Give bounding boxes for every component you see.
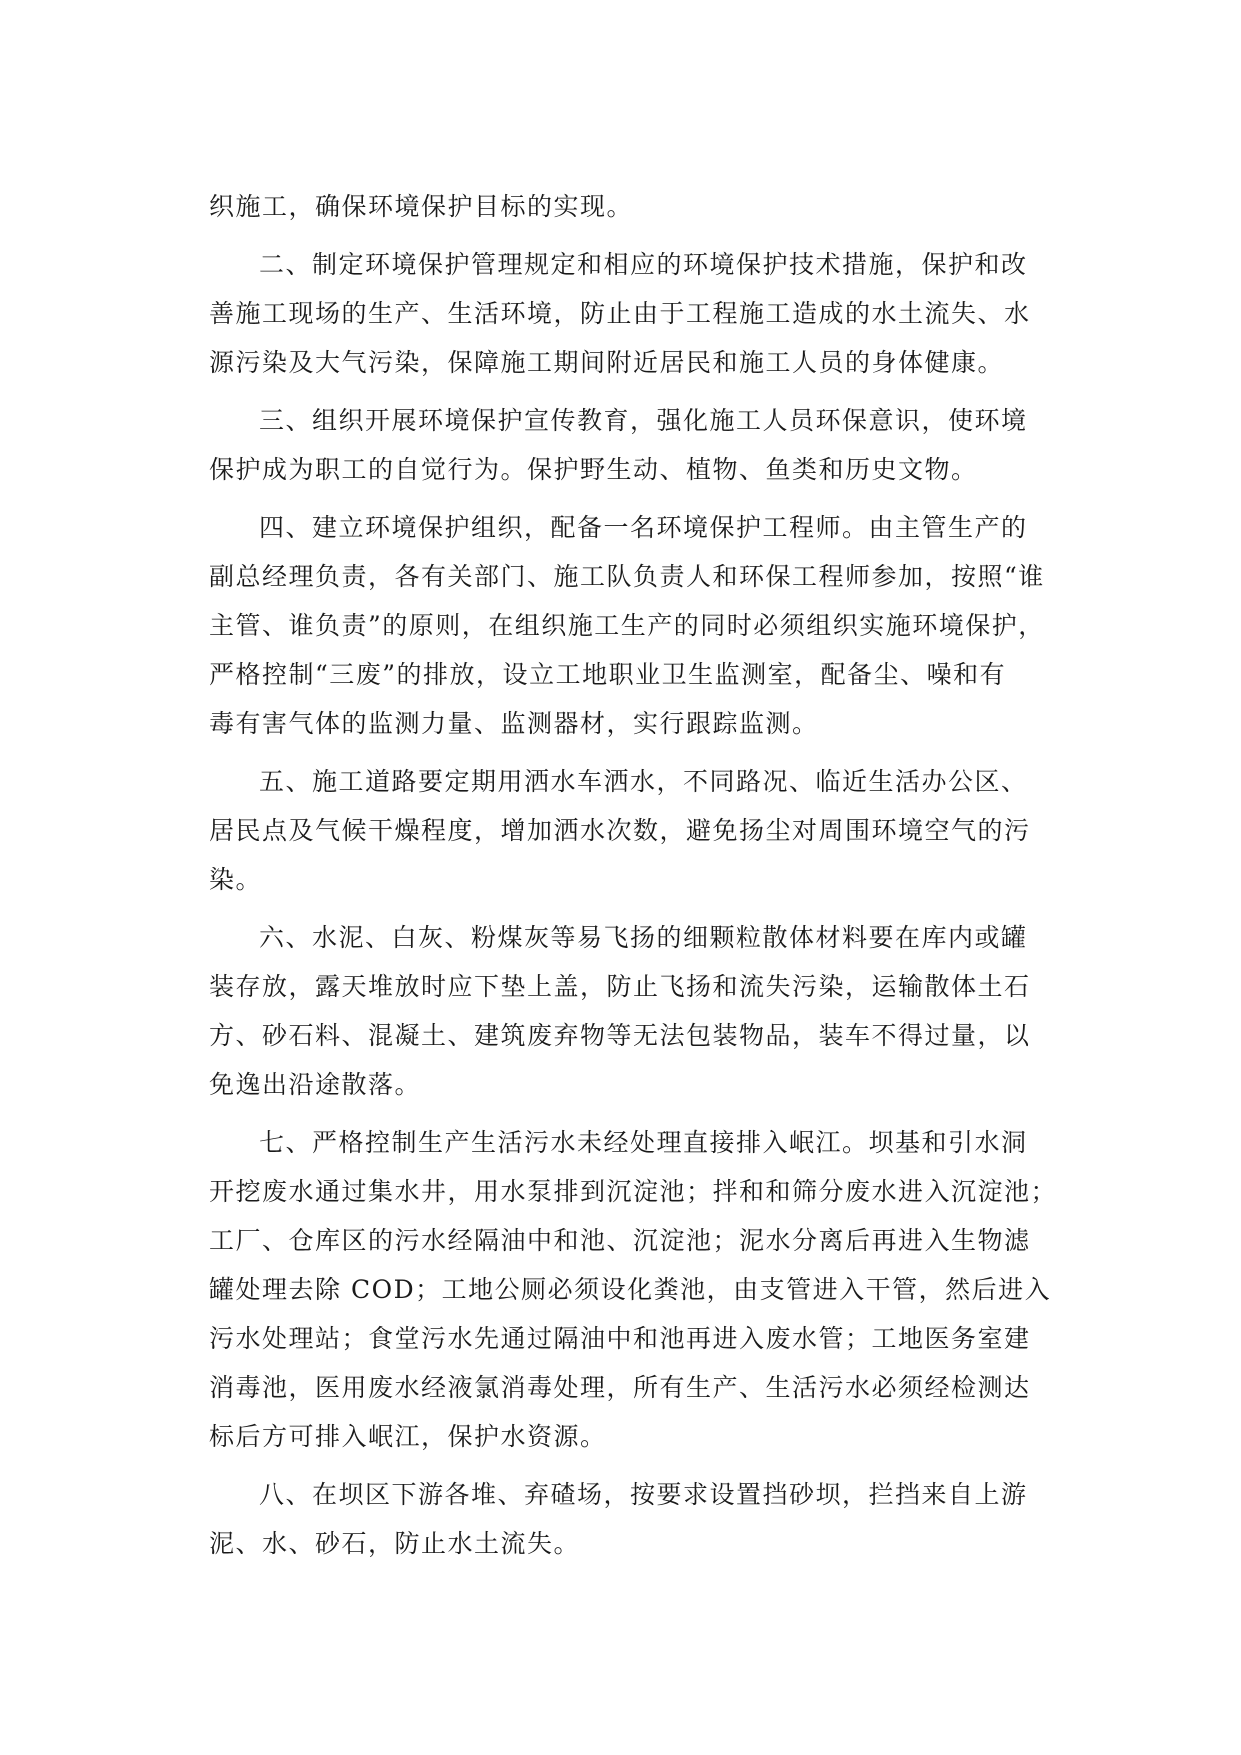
text-line: 罐处理去除 COD；工地公厕必须设化粪池，由支管进入干管，然后进入 [209,1275,1052,1304]
text-line: 五、施工道路要定期用洒水车洒水，不同路况、临近生活办公区、 [259,767,1028,796]
paragraph [209,1122,1059,1465]
text-line: 保护成为职工的自觉行为。保护野生动、植物、鱼类和历史文物。 [209,455,978,484]
text-line: 免逸出沿途散落。 [209,1070,422,1099]
text-line: 毒有害气体的监测力量、监测器材，实行跟踪监测。 [209,709,819,738]
text-line: 主管、谁负责”的原则，在组织施工生产的同时必须组织实施环境保护， [209,611,1045,640]
text-line: 方、砂石料、混凝土、建筑废弃物等无法包装物品，装车不得过量，以 [209,1021,1031,1050]
paragraph [209,186,1059,235]
text-line: 善施工现场的生产、生活环境，防止由于工程施工造成的水土流失、水 [209,299,1031,328]
text-line: 装存放，露天堆放时应下垫上盖，防止飞扬和流失污染，运输散体土石 [209,972,1031,1001]
document-body [209,186,1059,1572]
text-line: 消毒池，医用废水经液氯消毒处理，所有生产、生活污水必须经检测达 [209,1373,1031,1402]
text-line: 七、严格控制生产生活污水未经处理直接排入岷江。坝基和引水洞 [259,1128,1028,1157]
paragraph [209,761,1059,908]
text-line: 居民点及气候干燥程度，增加洒水次数，避免扬尘对周围环境空气的污 [209,816,1031,845]
text-line: 四、建立环境保护组织，配备一名环境保护工程师。由主管生产的 [259,513,1028,542]
text-line: 污水处理站；食堂污水先通过隔油中和池再进入废水管；工地医务室建 [209,1324,1031,1353]
paragraph [209,244,1059,391]
text-line: 标后方可排入岷江，保护水资源。 [209,1422,607,1451]
text-line: 泥、水、砂石，防止水土流失。 [209,1529,581,1558]
text-line: 开挖废水通过集水井，用水泵排到沉淀池；拌和和筛分废水进入沉淀池； [209,1177,1058,1206]
paragraph [209,400,1059,498]
paragraph [209,507,1059,752]
text-line: 严格控制“三废”的排放，设立工地职业卫生监测室，配备尘、噪和有 [209,660,1007,689]
text-line: 源污染及大气污染，保障施工期间附近居民和施工人员的身体健康。 [209,348,1005,377]
text-line: 工厂、仓库区的污水经隔油中和池、沉淀池；泥水分离后再进入生物滤 [209,1226,1031,1255]
paragraph [209,1474,1059,1572]
text-line: 二、制定环境保护管理规定和相应的环境保护技术措施，保护和改 [259,250,1028,279]
paragraph [209,917,1059,1113]
text-line: 染。 [209,865,263,894]
text-line: 副总经理负责，各有关部门、施工队负责人和环保工程师参加，按照“谁 [209,562,1045,591]
text-line: 六、水泥、白灰、粉煤灰等易飞扬的细颗粒散体材料要在库内或罐 [259,923,1028,952]
text-line: 织施工，确保环境保护目标的实现。 [209,192,634,221]
text-line: 八、在坝区下游各堆、弃碴场，按要求设置挡砂坝，拦挡来自上游 [259,1480,1028,1509]
text-line: 三、组织开展环境保护宣传教育，强化施工人员环保意识，使环境 [259,406,1028,435]
